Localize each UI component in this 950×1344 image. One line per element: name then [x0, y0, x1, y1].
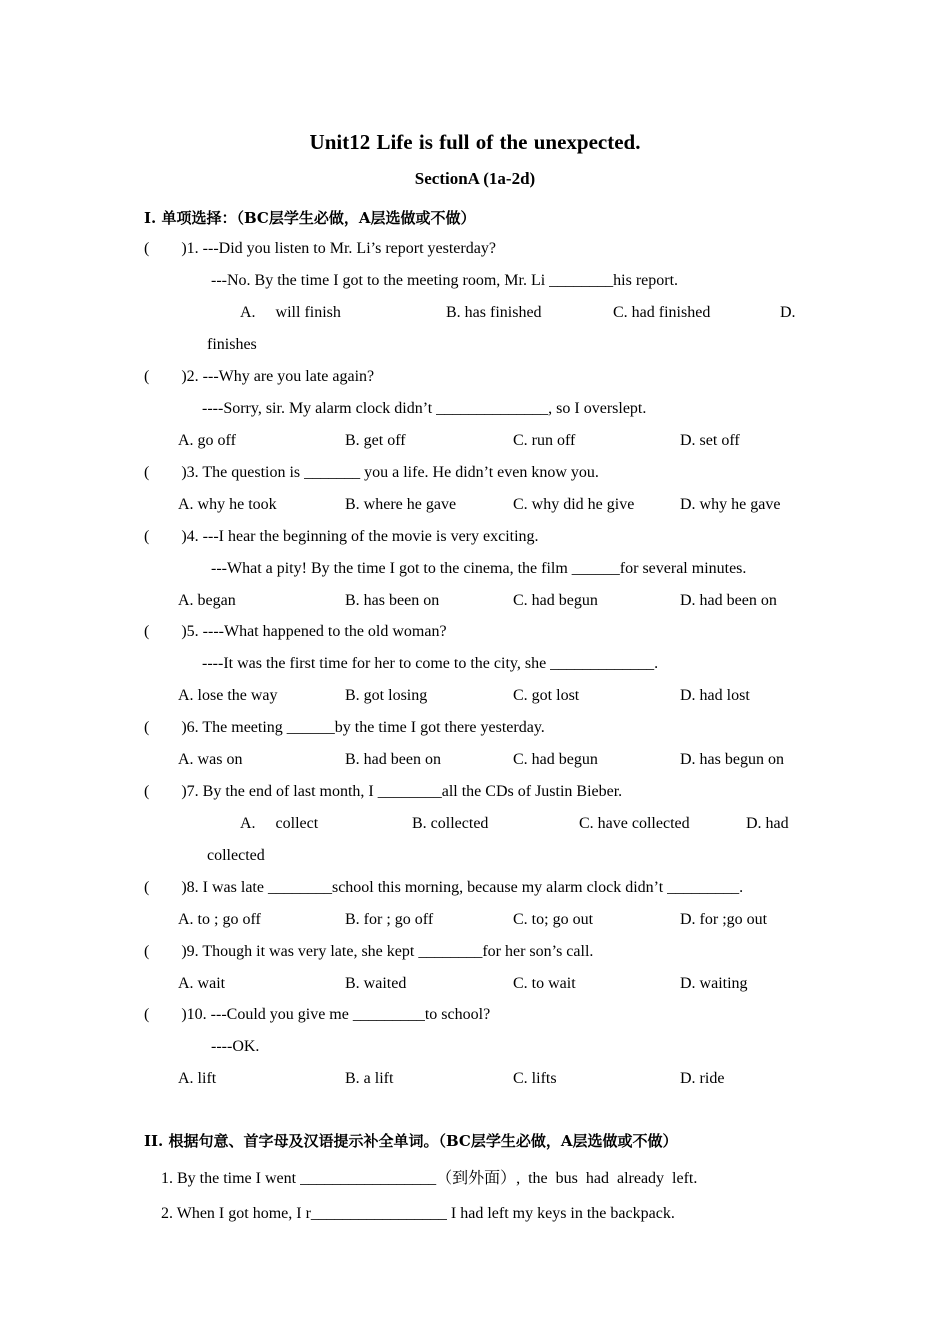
q1-option-d: D.	[780, 304, 796, 321]
q9-option-b: B. waited	[345, 975, 407, 992]
q3-option-d: D. why he gave	[680, 496, 781, 513]
q9-option-a: A. wait	[178, 975, 226, 992]
q2-option-c: C. run off	[513, 432, 576, 449]
section-2-heading: II. 根据句意、首字母及汉语提示补全单词。（BC层学生必做，A层选做或不做）	[144, 1132, 678, 1150]
q2-reply: ----Sorry, sir. My alarm clock didn’t ______________, so I overslept.	[202, 400, 647, 417]
q2-option-b: B. get off	[345, 432, 406, 449]
q1-option-d-wrap: finishes	[207, 336, 257, 353]
fill-item-2: 2. When I got home, I r_________________ I had left my keys in the backpack.	[161, 1205, 675, 1222]
q6-option-c: C. had begun	[513, 751, 598, 768]
q4-option-a: A. began	[178, 592, 236, 609]
q6-option-b: B. had been on	[345, 751, 441, 768]
q1-option-c: C. had finished	[613, 304, 711, 321]
q7-option-a: A. collect	[240, 815, 319, 832]
q2-option-d: D. set off	[680, 432, 740, 449]
q10-reply: ----OK.	[211, 1038, 260, 1055]
q10-option-a: A. lift	[178, 1070, 217, 1087]
q6-option-a: A. was on	[178, 751, 243, 768]
q5-option-c: C. got lost	[513, 687, 580, 704]
q8-stem: ( )8. I was late ________school this morning, because my alarm clock didn’t _________.	[144, 879, 744, 896]
q4-option-c: C. had begun	[513, 592, 598, 609]
q4-option-d: D. had been on	[680, 592, 777, 609]
q8-option-d: D. for ;go out	[680, 911, 768, 928]
q9-option-d: D. waiting	[680, 975, 748, 992]
q10-stem: ( )10. ---Could you give me _________to school?	[144, 1006, 491, 1023]
q7-option-d: D. had	[746, 815, 789, 832]
q8-option-b: B. for ; go off	[345, 911, 434, 928]
q4-reply: ---What a pity! By the time I got to the cinema, the film ______for several minutes.	[211, 560, 747, 577]
q2-stem: ( )2. ---Why are you late again?	[144, 368, 375, 385]
q9-option-c: C. to wait	[513, 975, 576, 992]
page-title: Unit12 Life is full of the unexpected.	[309, 130, 641, 154]
q7-option-d-wrap: collected	[207, 847, 265, 864]
page-subtitle: SectionA (1a-2d)	[414, 169, 536, 188]
q8-option-a: A. to ; go off	[178, 911, 261, 928]
q9-stem: ( )9. Though it was very late, she kept ________for her son’s call.	[144, 943, 594, 960]
q7-option-b: B. collected	[412, 815, 489, 832]
q7-option-c: C. have collected	[579, 815, 690, 832]
q5-option-a: A. lose the way	[178, 687, 278, 704]
section-1-heading: I. 单项选择：（BC层学生必做，A层选做或不做）	[144, 209, 476, 227]
q10-option-d: D. ride	[680, 1070, 725, 1087]
q5-option-d: D. had lost	[680, 687, 750, 704]
q5-reply: ----It was the first time for her to come to the city, she _____________.	[202, 655, 659, 672]
q6-option-d: D. has begun on	[680, 751, 784, 768]
q3-stem: ( )3. The question is _______ you a life. He didn’t even know you.	[144, 464, 599, 481]
q1-option-b: B. has finished	[446, 304, 542, 321]
q3-option-c: C. why did he give	[513, 496, 635, 513]
q3-option-b: B. where he gave	[345, 496, 457, 513]
q1-option-a: A. will finish	[240, 304, 341, 321]
q4-option-b: B. has been on	[345, 592, 440, 609]
fill-item-1: 1. By the time I went _________________（到外面）, the bus had already left.	[161, 1170, 698, 1187]
q10-option-c: C. lifts	[513, 1070, 557, 1087]
q2-option-a: A. go off	[178, 432, 236, 449]
q5-stem: ( )5. ----What happened to the old woman?	[144, 623, 447, 640]
q3-option-a: A. why he took	[178, 496, 277, 513]
q5-option-b: B. got losing	[345, 687, 428, 704]
q6-stem: ( )6. The meeting ______by the time I got there yesterday.	[144, 719, 545, 736]
q7-stem: ( )7. By the end of last month, I ________all the CDs of Justin Bieber.	[144, 783, 623, 800]
q1-reply: ---No. By the time I got to the meeting room, Mr. Li ________his report.	[211, 272, 679, 289]
q8-option-c: C. to; go out	[513, 911, 594, 928]
q4-stem: ( )4. ---I hear the beginning of the movie is very exciting.	[144, 528, 539, 545]
q1-stem: ( )1. ---Did you listen to Mr. Li’s report yesterday?	[144, 240, 496, 257]
q10-option-b: B. a lift	[345, 1070, 394, 1087]
